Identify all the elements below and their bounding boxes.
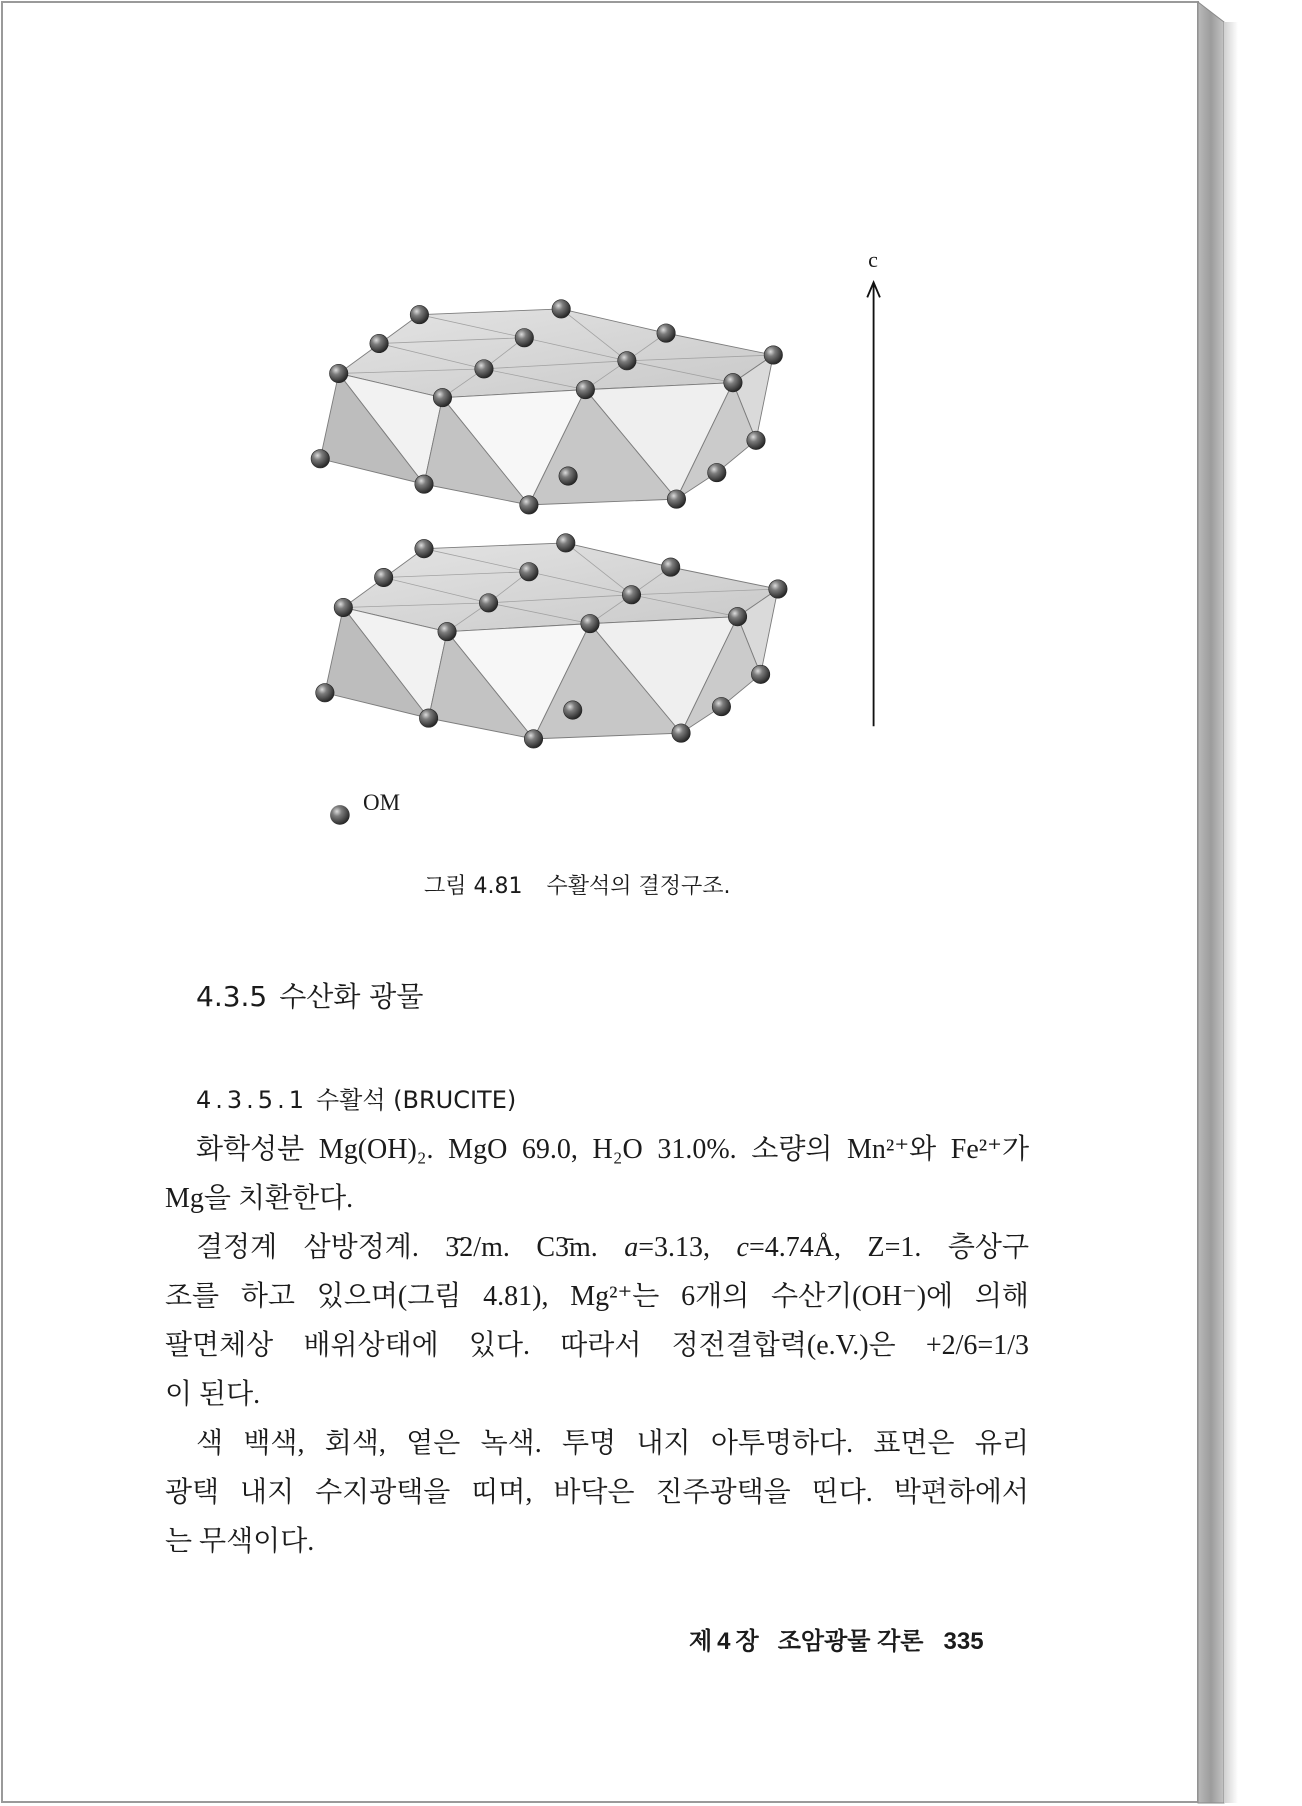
body-line <box>165 1223 1029 1272</box>
om-sphere <box>370 334 388 352</box>
om-sphere <box>728 607 746 625</box>
octahedral-layer-lower <box>316 534 787 748</box>
om-sphere <box>524 730 542 748</box>
figure-caption <box>424 872 731 902</box>
body-line: 이 된다. <box>165 1379 261 1410</box>
octahedral-layer-upper <box>311 300 782 514</box>
om-sphere <box>712 697 730 715</box>
om-sphere <box>316 684 334 702</box>
caption-text: 수활석의 결정구조. <box>546 874 731 899</box>
om-sphere <box>747 431 765 449</box>
om-sphere <box>661 558 679 576</box>
om-sphere <box>515 329 533 347</box>
text-run: =3.13, <box>638 1232 737 1263</box>
body-line: 화학성분 Mg(OH)₂. MgO 69.0, H₂O 31.0%. 소량의 Mn²⁺와 Fe²⁺가 <box>196 1134 1029 1165</box>
om-sphere <box>667 490 685 508</box>
om-sphere <box>415 475 433 493</box>
om-sphere <box>410 305 428 323</box>
om-sphere <box>334 598 352 616</box>
crystal-structure-figure <box>288 242 922 830</box>
body-line: 조를 하고 있으며(그림 4.81), Mg²⁺는 6개의 수산기(OH⁻)에 의해 <box>165 1281 1029 1312</box>
subsection-heading <box>196 1076 516 1125</box>
body-line: 광택 내지 수지광택을 띠며, 바닥은 진주광택을 띤다. 박편하에서 <box>165 1477 1029 1508</box>
om-sphere <box>657 324 675 342</box>
c-axis-arrow <box>867 282 880 726</box>
caption-number: 그림 4.81 <box>424 874 523 899</box>
om-sphere <box>374 568 392 586</box>
variable-c: c <box>736 1232 749 1263</box>
om-sphere <box>751 665 769 683</box>
om-sphere <box>559 467 577 485</box>
om-sphere <box>708 463 726 481</box>
om-sphere <box>552 300 570 318</box>
om-sphere <box>419 709 437 727</box>
om-sphere <box>415 539 433 557</box>
om-sphere <box>581 614 599 632</box>
body-line: 팔면체상 배위상태에 있다. 따라서 정전결합력(e.V.)은 +2/6=1/3 <box>165 1330 1029 1361</box>
footer-chapter: 제4장 <box>689 1628 764 1655</box>
om-sphere <box>520 563 538 581</box>
om-sphere <box>329 364 347 382</box>
om-sphere <box>576 380 594 398</box>
variable-a: a <box>624 1232 639 1263</box>
om-sphere <box>769 580 787 598</box>
om-sphere <box>764 346 782 364</box>
footer-title: 조암광물 각론 <box>777 1628 924 1655</box>
om-sphere <box>618 352 636 370</box>
om-sphere <box>672 724 690 742</box>
om-sphere <box>311 450 329 468</box>
om-sphere <box>724 373 742 391</box>
om-sphere <box>438 622 456 640</box>
legend-label: OM <box>363 790 401 815</box>
om-sphere <box>557 534 575 552</box>
page-shadow <box>1224 22 1238 1803</box>
c-axis-label: c <box>868 247 878 272</box>
body-text <box>165 1125 1029 1566</box>
om-sphere <box>433 388 451 406</box>
subsection-title: 수활석 (BRUCITE) <box>315 1086 517 1114</box>
octahedral-layers <box>311 300 787 748</box>
subsection-number: 4.3.5.1 <box>196 1086 308 1114</box>
section-heading <box>196 978 423 1016</box>
text-run: 결정계 삼방정계. 3̄2/m. C3̄m. <box>196 1232 625 1263</box>
om-sphere <box>479 594 497 612</box>
legend-sphere-icon <box>330 805 350 825</box>
om-sphere <box>475 360 493 378</box>
page-number: 335 <box>943 1628 984 1655</box>
section-number: 4.3.5 <box>196 980 268 1013</box>
body-line: Mg을 치환한다. <box>165 1183 354 1214</box>
om-sphere <box>564 701 582 719</box>
page-footer <box>689 1626 984 1658</box>
om-sphere <box>520 496 538 514</box>
body-line: 색 백색, 회색, 옅은 녹색. 투명 내지 아투명하다. 표면은 유리 <box>196 1428 1029 1459</box>
om-sphere <box>622 586 640 604</box>
page-stack-edge <box>1198 2 1224 1803</box>
section-title: 수산화 광물 <box>279 980 424 1013</box>
text-run: =4.74Å, Z=1. 층상구 <box>748 1232 1029 1263</box>
body-line: 는 무색이다. <box>165 1526 315 1557</box>
